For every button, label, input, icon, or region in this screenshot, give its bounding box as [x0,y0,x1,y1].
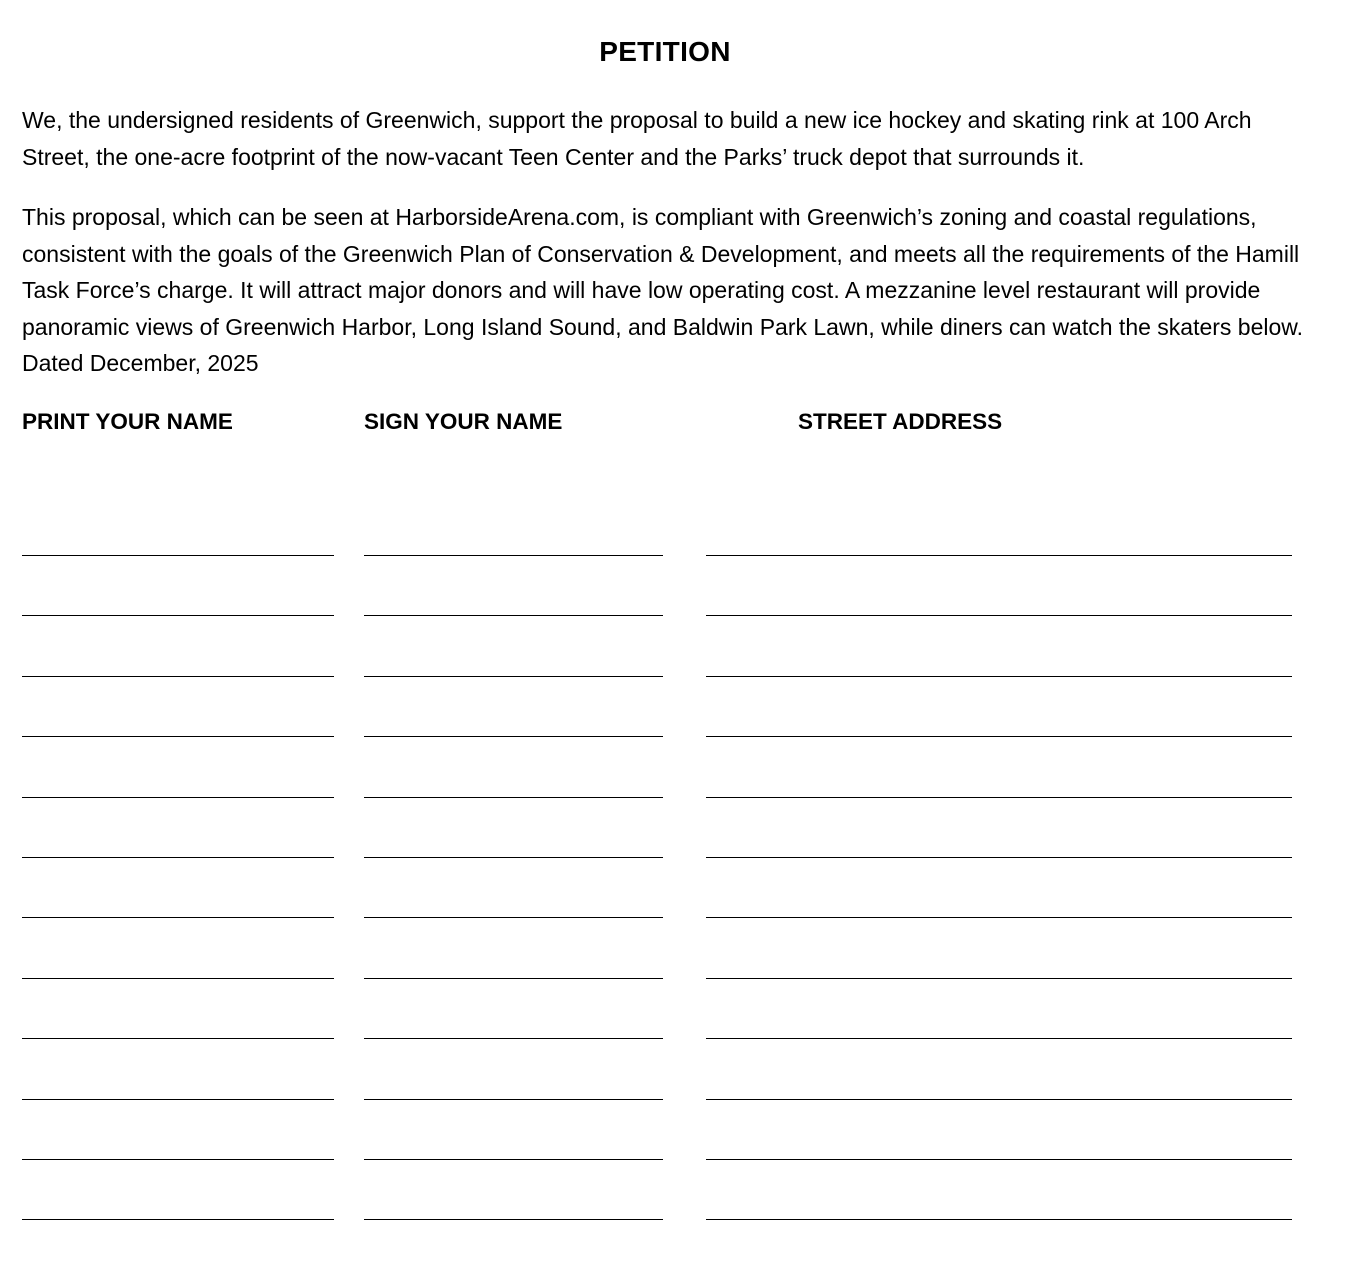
print-name-line [22,1159,334,1160]
column-header-print-name: PRINT YOUR NAME [22,409,233,434]
signature-row [0,797,1364,799]
print-name-line [22,1099,334,1100]
street-address-line [706,978,1292,979]
print-name-line [22,1038,334,1039]
print-name-line [22,615,334,616]
print-name-line [22,978,334,979]
signature-line [364,1099,663,1100]
signature-line [364,676,663,677]
street-address-line [706,736,1292,737]
signature-row [0,615,1364,617]
street-address-line [706,1099,1292,1100]
signature-line [364,978,663,979]
signature-line [364,857,663,858]
column-header-street-address: STREET ADDRESS [798,409,1003,434]
street-address-line [706,555,1292,556]
street-address-line [706,1038,1292,1039]
signature-line [364,615,663,616]
signature-line [364,1038,663,1039]
street-address-line [706,676,1292,677]
signature-row [0,1099,1364,1101]
signature-row [0,1159,1364,1161]
street-address-line [706,857,1292,858]
street-address-line [706,1219,1292,1220]
print-name-line [22,797,334,798]
signature-row [0,676,1364,678]
signature-line [364,736,663,737]
print-name-line [22,857,334,858]
print-name-line [22,736,334,737]
page-title: PETITION [599,36,731,67]
signature-row [0,736,1364,738]
signature-line [364,1219,663,1220]
street-address-line [706,917,1292,918]
signature-row [0,857,1364,859]
print-name-line [22,1219,334,1220]
signature-line [364,917,663,918]
signature-line [364,1159,663,1160]
street-address-line [706,1159,1292,1160]
signature-line [364,555,663,556]
signature-row [0,917,1364,919]
print-name-line [22,676,334,677]
signature-line [364,797,663,798]
intro-paragraph: We, the undersigned residents of Greenwich, support the proposal to build a new ice hockey and skating rink at 100 Arch Street, the one-acre footprint of the now-vacant Teen Center and the Parks’ truck depot that surrounds it. [22,107,1252,170]
signature-row [0,555,1364,557]
signature-row [0,1219,1364,1221]
signature-row [0,1038,1364,1040]
proposal-paragraph: This proposal, which can be seen at HarborsideArena.com, is compliant with Greenwich’s zoning and coastal regulations, consistent with the goals of the Greenwich Plan of Conservation & Development, and meets all the requirements of the Hamill Task Force’s charge. It will attract major donors and will have low operating cost. A mezzanine level restaurant will provide panoramic views of Greenwich Harbor, Long Island Sound, and Baldwin Park Lawn, while diners can watch the skaters below. Dated December, 2025 [22,204,1304,377]
print-name-line [22,917,334,918]
street-address-line [706,615,1292,616]
signature-row [0,978,1364,980]
street-address-line [706,797,1292,798]
print-name-line [22,555,334,556]
column-header-sign-name: SIGN YOUR NAME [364,409,563,434]
